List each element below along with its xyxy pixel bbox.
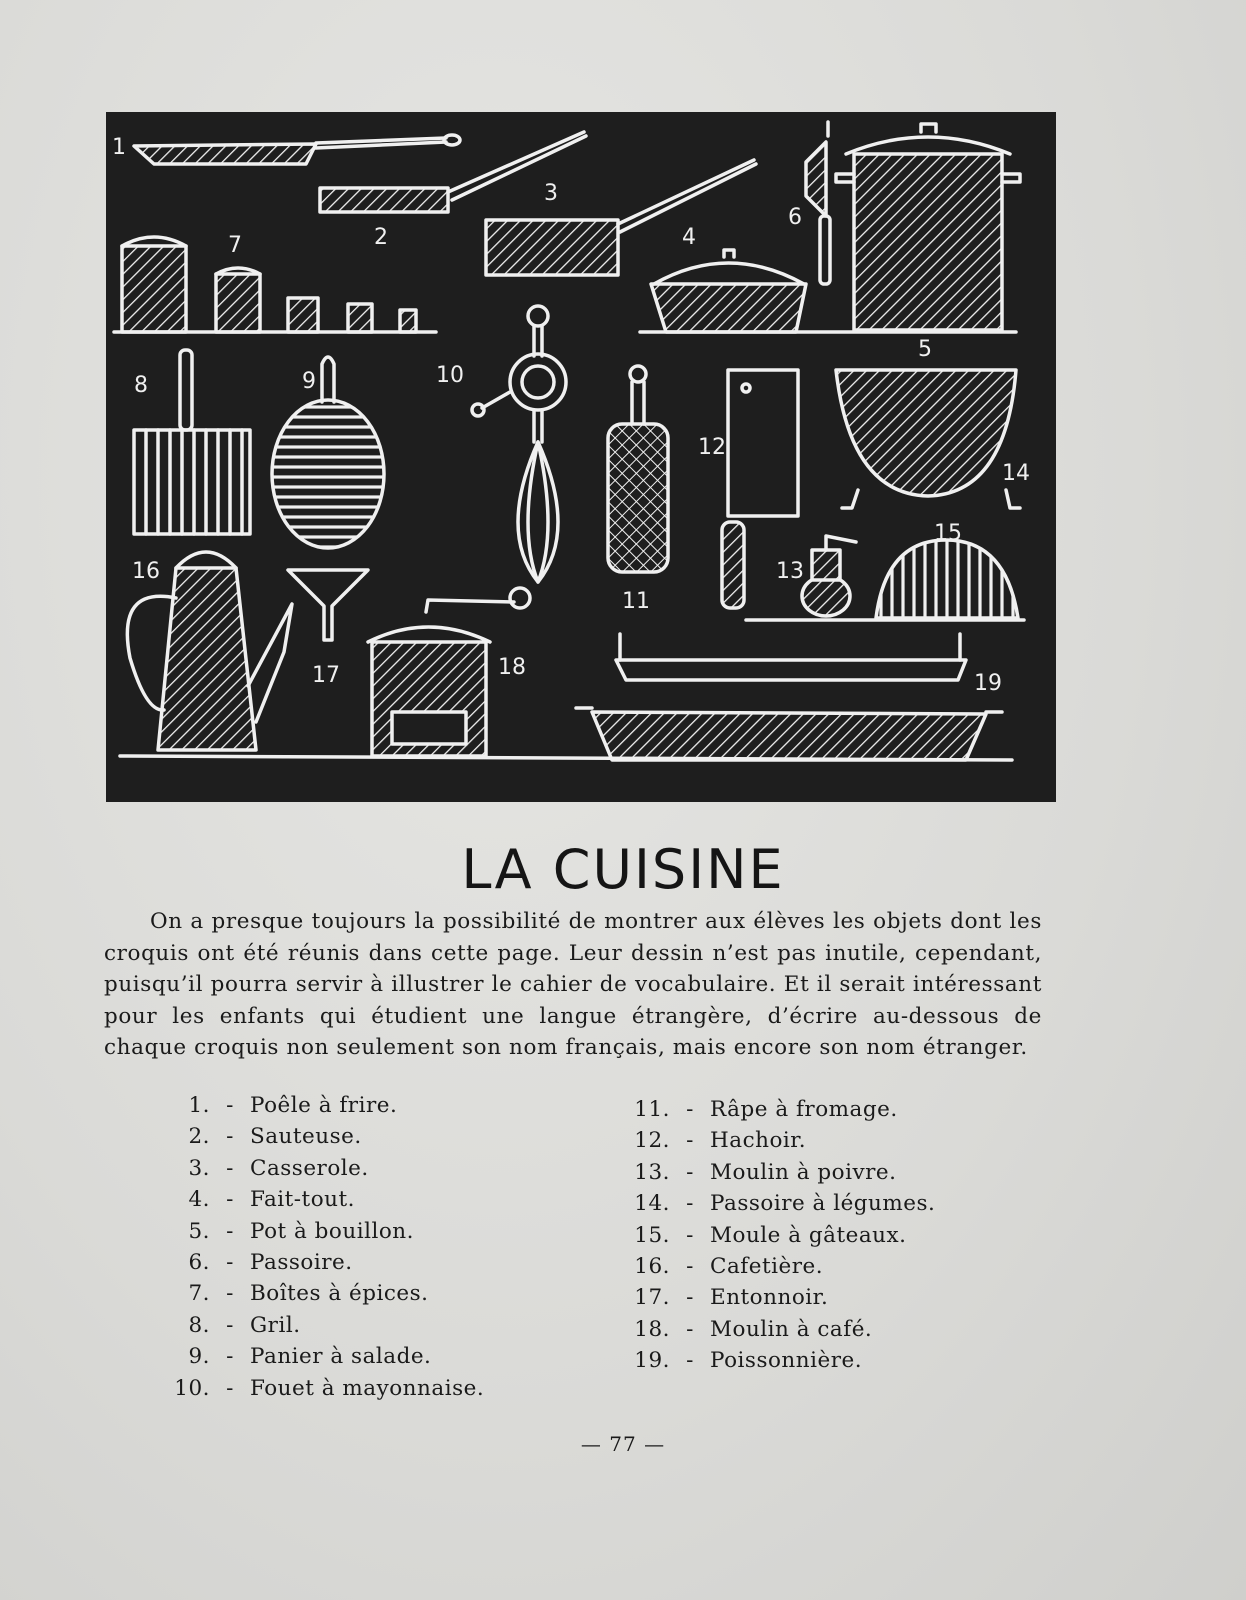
list-item: 11. - Râpe à fromage. [634, 1097, 898, 1122]
figure-label: 8 [134, 373, 148, 398]
list-item: 8. - Gril. [188, 1312, 301, 1338]
list-item: 5. - Pot à bouillon. [188, 1218, 414, 1244]
list-item: 17. - Entonnoir. [634, 1285, 829, 1311]
figure-label: 9 [302, 369, 316, 394]
vocabulary-list-left [150, 1090, 484, 1404]
figure-label: 7 [228, 233, 242, 258]
poissonniere-drawing [576, 634, 1002, 760]
list-item: 18. - Moulin à café. [634, 1316, 873, 1342]
casserole-drawing [486, 220, 618, 275]
list-item: 6. - Passoire. [188, 1249, 353, 1275]
list-item: 10. - Fouet à mayonnaise. [174, 1375, 485, 1401]
figure-label: 2 [374, 225, 388, 250]
sauteuse-drawing [320, 188, 448, 212]
figure-label: 5 [918, 337, 932, 362]
illustration-drawing [106, 112, 1056, 802]
list-item: 19. - Poissonnière. [634, 1348, 863, 1374]
list-item: 15. - Moule à gâteaux. [634, 1222, 907, 1248]
figure-label: 4 [682, 225, 696, 250]
figure-label: 13 [776, 559, 804, 584]
moule-gateaux-drawing [876, 540, 1018, 618]
figure-label: 3 [544, 181, 558, 206]
list-item: 16. - Cafetière. [634, 1253, 824, 1279]
list-item: 12. - Hachoir. [634, 1128, 807, 1154]
intro-paragraph: On a presque toujours la possibilité de montrer aux élèves les objets dont les croquis ont été réunis dans cette page. Leur dessin n’est pas inutile, cependant, puisqu’il pourra servir à illustrer le cahier de vocabulaire. Et il serait intéressant pour les enfants qui étudient une langue étrangère, d’écrire au-dessous de chaque croquis non seulement son nom français, mais encore son nom étranger. [104, 909, 1042, 1060]
passoire-drawing [806, 142, 826, 216]
rape-drawing [608, 366, 668, 572]
list-item: 9. - Panier à salade. [188, 1344, 432, 1370]
kitchen-utensils-illustration [106, 112, 1056, 802]
spice-boxes-drawing [122, 237, 416, 332]
list-item: 1. - Poêle à frire. [188, 1093, 398, 1118]
figure-label: 17 [312, 663, 340, 688]
gril-drawing [134, 350, 250, 534]
figure-label: 11 [622, 589, 650, 614]
figure-label: 12 [698, 435, 726, 460]
vocabulary-list-right [610, 1094, 935, 1377]
figure-label: 19 [974, 671, 1002, 696]
list-item: 14. - Passoire à légumes. [634, 1191, 936, 1217]
figure-label: 14 [1002, 461, 1030, 486]
passoire-legumes-drawing [836, 370, 1020, 508]
figure-label: 6 [788, 205, 802, 230]
moulin-poivre-drawing [802, 536, 856, 616]
fait-tout-drawing [651, 284, 806, 332]
list-item: 3. - Casserole. [188, 1155, 369, 1181]
figure-label: 15 [934, 521, 962, 546]
figure-label: 1 [112, 135, 126, 160]
pot-bouillon-drawing [854, 154, 1002, 330]
figure-label: 18 [498, 655, 526, 680]
frying-pan-drawing [134, 144, 316, 164]
list-item: 13. - Moulin à poivre. [634, 1159, 897, 1185]
panier-salade-drawing [272, 357, 384, 548]
entonnoir-drawing [288, 570, 368, 640]
figure-label: 16 [132, 559, 160, 584]
list-item: 4. - Fait-tout. [188, 1187, 355, 1213]
list-item: 7. - Boîtes à épices. [188, 1281, 429, 1307]
figure-label: 10 [436, 363, 464, 388]
frying-pan-handle [316, 138, 446, 148]
list-item: 2. - Sauteuse. [188, 1124, 362, 1150]
fouet-drawing [472, 306, 566, 582]
page-number: — 77 — [580, 1432, 666, 1456]
page-title: LA CUISINE [461, 838, 785, 901]
